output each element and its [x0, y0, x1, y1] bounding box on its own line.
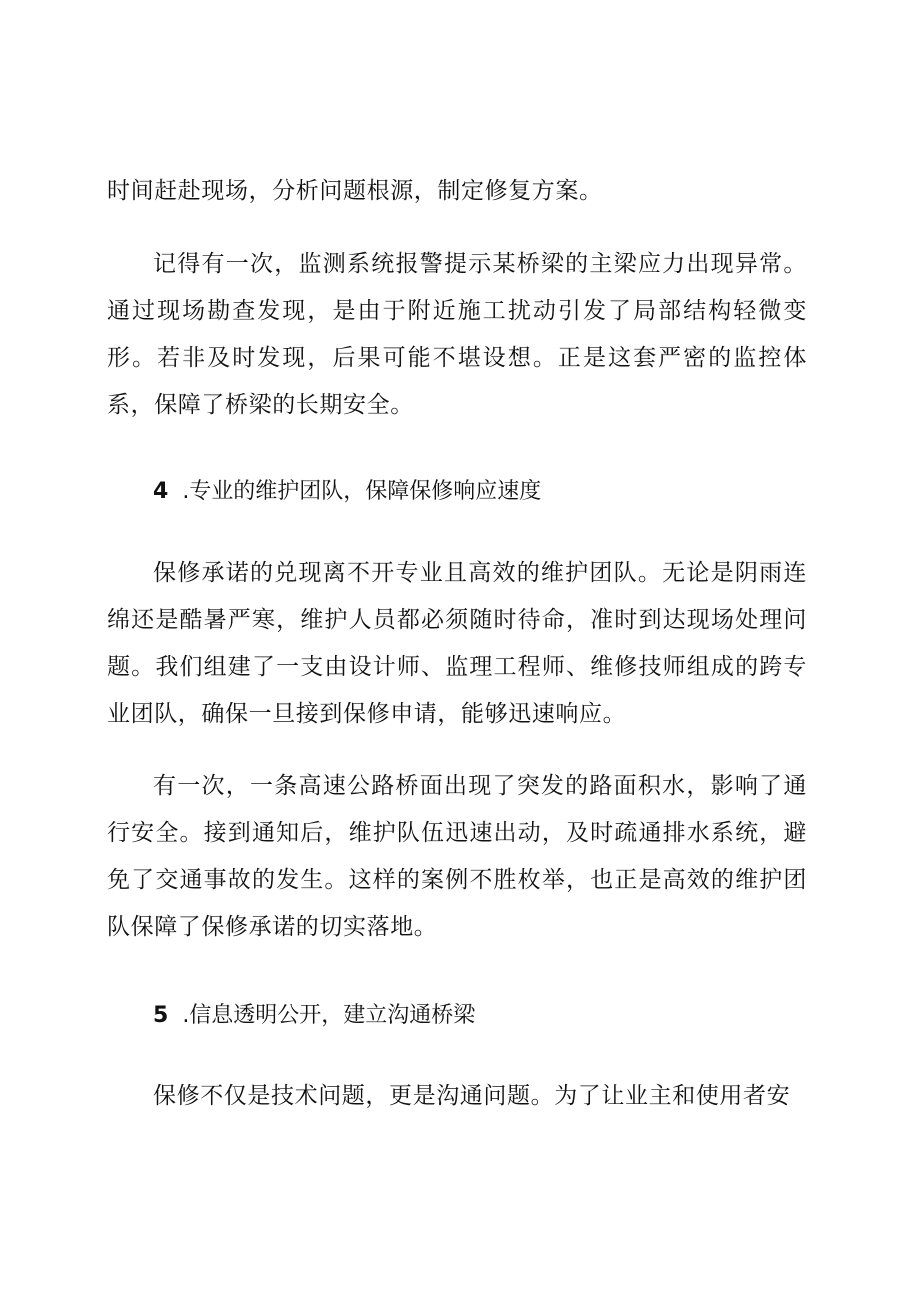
paragraph-monitoring-example: 记得有一次，监测系统报警提示某桥梁的主梁应力出现异常。通过现场勘查发现，是由于附近施工扰动引发了局部结构轻微变形。若非及时发现，后果可能不堪设想。正是这套严密的监控体系，保障了桥梁的长期安全。	[107, 251, 807, 418]
paragraph-highway-example: 有一次，一条高速公路桥面出现了突发的路面积水，影响了通行安全。接到通知后，维护队伍迅速出动，及时疏通排水系统，避免了交通事故的发生。这样的案例不胜枚举，也正是高效的维护团队保障了保修承诺的切实落地。	[107, 773, 807, 940]
section-number: 5	[153, 1003, 169, 1028]
section-heading-5	[153, 1001, 475, 1031]
paragraph-continuation: 时间赶赴现场，分析问题根源，制定修复方案。	[107, 178, 603, 204]
section-title: .专业的维护团队，保障保修响应速度	[182, 479, 542, 504]
paragraph-communication: 保修不仅是技术问题，更是沟通问题。为了让业主和使用者安	[153, 1083, 791, 1109]
section-title: .信息透明公开，建立沟通桥梁	[182, 1003, 476, 1028]
paragraph-maintenance-team: 保修承诺的兑现离不开专业且高效的维护团队。无论是阴雨连绵还是酷暑严寒，维护人员都必须随时待命，准时到达现场处理问题。我们组建了一支由设计师、监理工程师、维修技师组成的跨专业团队，确保一旦接到保修申请，能够迅速响应。	[107, 560, 807, 727]
section-number: 4	[153, 479, 169, 504]
section-heading-4	[153, 477, 541, 507]
